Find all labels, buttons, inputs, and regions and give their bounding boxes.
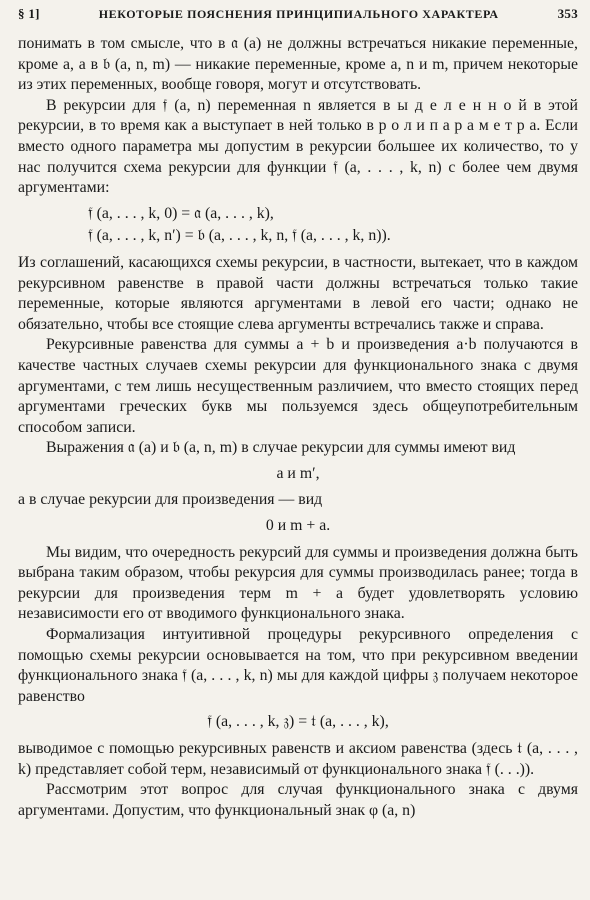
running-header [18, 6, 578, 34]
paragraph-8: Формализация интуитивной процедуры рекурсивного определения с помощью схемы рекурсии основывается на том, что при рекурсивном введении функционального знака 𝔣 (a, . . . , k, n) мы для каждой цифры 𝔷 получаем некоторое равенство [18, 626, 578, 705]
paragraph-10: Рассмотрим этот вопрос для случая функционального знака с двумя аргументами. Допустим, что функциональный знак φ (a, n) [18, 781, 578, 819]
formula-digit-equality: 𝔣 (a, . . . , k, 𝔷) = 𝔱 (a, . . . , k), [207, 713, 389, 731]
paragraph-2: В рекурсии для 𝔣 (a, n) переменная n является в ы д е л е н н о й в этой рекурсии, в то время как a выступает в ней только в р о л и п а р а м е т р а. Если вместо одного параметра мы допустим в рекурсии большее их количество, то у нас получится схема рекурсии для функции 𝔣 (a, . . . , k, n) с более чем двумя аргументами: [18, 96, 578, 197]
paragraph-5: Выражения 𝔞 (a) и 𝔟 (a, n, m) в случае рекурсии для суммы имеют вид [46, 439, 516, 457]
page-number: 353 [557, 6, 578, 21]
paragraph-4: Рекурсивные равенства для суммы a + b и произведения a·b получаются в качестве частных случаев схемы рекурсии для функционального знака с двумя аргументами, с тем лишь несущественным различием, что вместо стоящих перед аргументами греческих букв мы пользуемся здесь общеупотребительным способом записи. [18, 336, 578, 436]
formula-recursion-line-2: 𝔣 (a, . . . , k, n′) = 𝔟 (a, . . . , k, n, 𝔣 (a, . . . , k, n)). [88, 227, 391, 245]
formula-sum-case: a и m′, [276, 464, 320, 482]
paragraph-7: Мы видим, что очередность рекурсий для суммы и произведения должна быть выбрана таким образом, чтобы рекурсия для суммы производилась ранее; тогда в рекурсии для произведения терм m + a будет удовлетворять условию независимости его от вводимого функционального знака. [18, 543, 578, 623]
paragraph-6: а в случае рекурсии для произведения — вид [18, 491, 323, 509]
running-title: НЕКОТОРЫЕ ПОЯСНЕНИЯ ПРИНЦИПИАЛЬНОГО ХАРАКТЕРА [98, 7, 499, 21]
formula-recursion-line-1: 𝔣 (a, . . . , k, 0) = 𝔞 (a, . . . , k), [88, 204, 274, 222]
formula-product-case: 0 и m + a. [265, 517, 331, 535]
section-marker: § 1] [18, 6, 40, 21]
paragraph-1: понимать в том смысле, что в 𝔞 (a) не должны встречаться никакие переменные, кроме a, а в 𝔟 (a, n, m) — никакие переменные, кроме a, n и m, причем некоторые из этих переменных, вообще говоря, могут и отсутствовать. [18, 35, 578, 94]
paragraph-3: Из соглашений, касающихся схемы рекурсии, в частности, вытекает, что в каждом рекурсивном равенстве в правой части должны встречаться только такие переменные, которые являются аргументами в левой его части; однако не обязательно, чтобы все стоящие слева аргументы встречались также и справа. [18, 253, 578, 333]
paragraph-9: выводимое с помощью рекурсивных равенств и аксиом равенства (здесь 𝔱 (a, . . . , k) представляет собой терм, независимый от функционального знака 𝔣 (. . .)). [18, 740, 578, 778]
